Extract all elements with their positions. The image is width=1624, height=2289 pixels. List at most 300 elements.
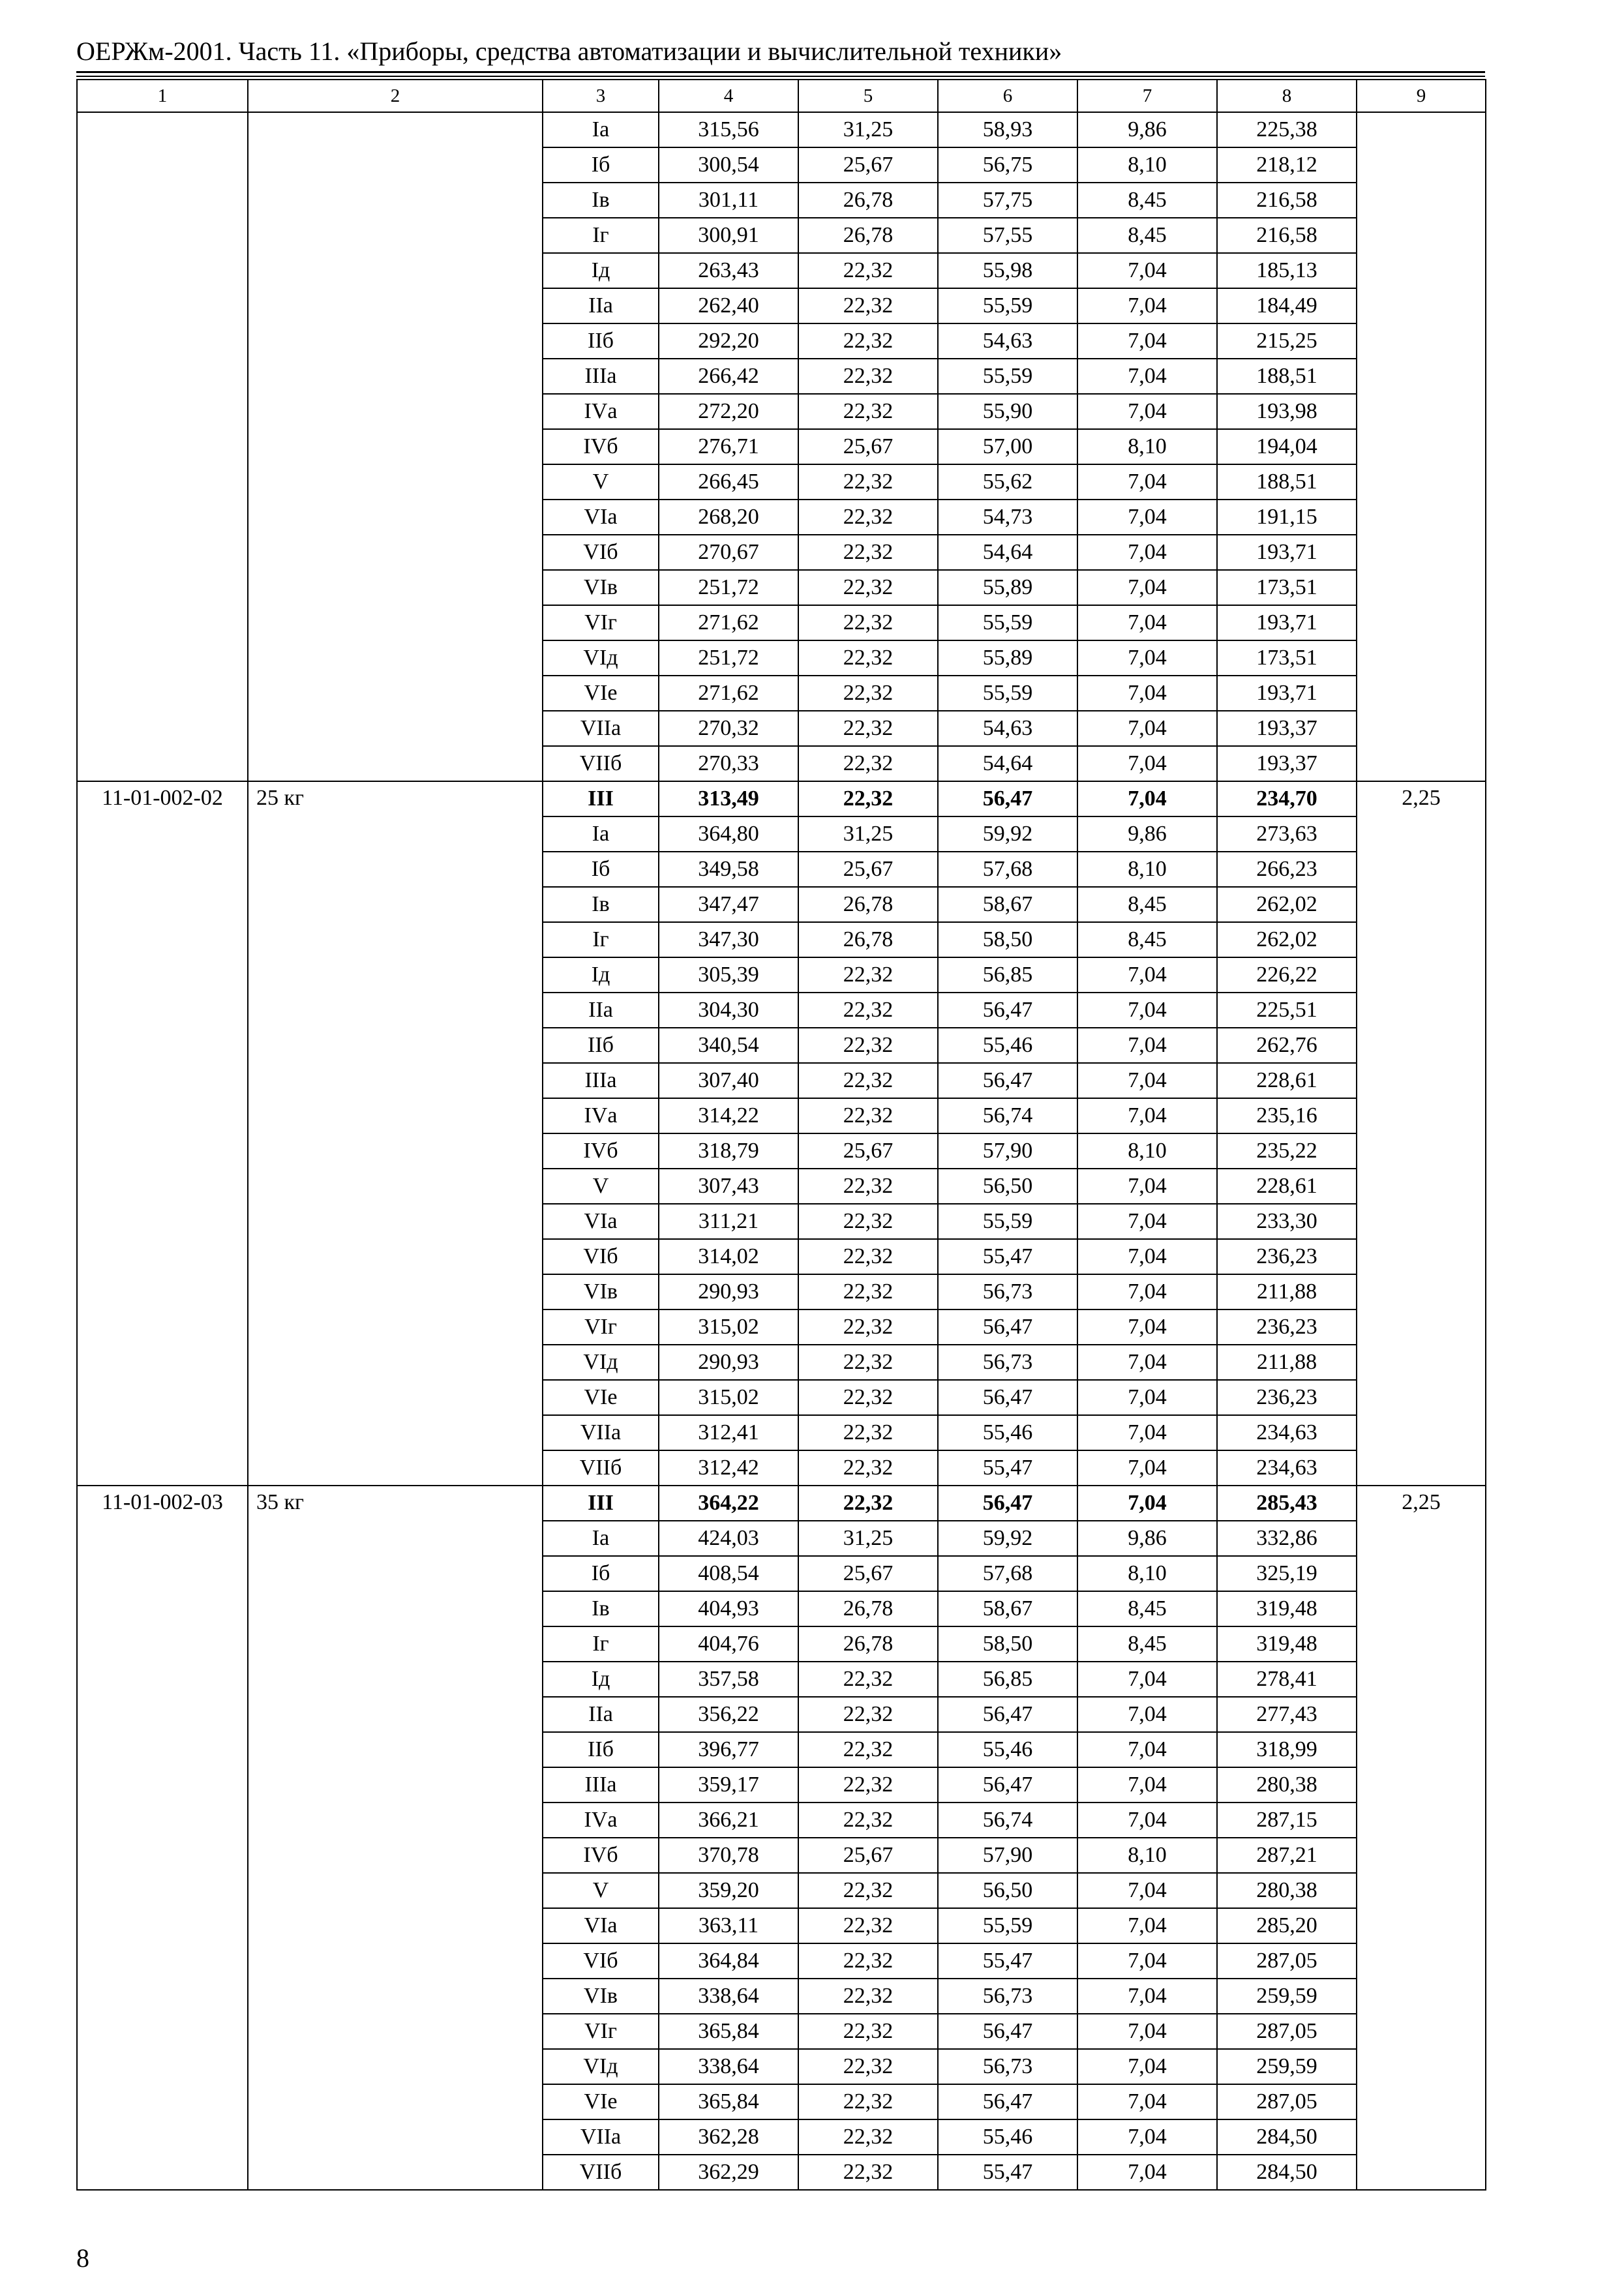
value-cell: 236,23 xyxy=(1217,1309,1357,1345)
value-cell: 228,61 xyxy=(1217,1169,1357,1204)
value-cell: 9,86 xyxy=(1077,1521,1217,1556)
value-cell: 22,32 xyxy=(798,1732,938,1767)
value-cell: 225,38 xyxy=(1217,112,1357,147)
value-cell: 312,41 xyxy=(659,1415,798,1450)
table-row xyxy=(77,781,1486,816)
value-cell: 55,98 xyxy=(938,253,1077,288)
value-cell: 273,63 xyxy=(1217,816,1357,852)
value-cell: 8,45 xyxy=(1077,218,1217,253)
rate-name: 25 кг xyxy=(248,781,543,1486)
value-cell: 211,88 xyxy=(1217,1345,1357,1380)
value-cell: 25,67 xyxy=(798,1133,938,1169)
column-number: 4 xyxy=(659,80,798,112)
value-cell: 22,32 xyxy=(798,1415,938,1450)
value-cell: 22,32 xyxy=(798,605,938,640)
region-cell: VIв xyxy=(543,570,659,605)
value-cell: 58,50 xyxy=(938,922,1077,957)
value-cell: 234,63 xyxy=(1217,1450,1357,1486)
value-cell: 216,58 xyxy=(1217,183,1357,218)
value-cell: 285,20 xyxy=(1217,1908,1357,1943)
value-cell: 22,32 xyxy=(798,1309,938,1345)
region-cell: IIб xyxy=(543,1732,659,1767)
region-cell: IIIа xyxy=(543,359,659,394)
region-cell: VIе xyxy=(543,676,659,711)
value-cell: 56,50 xyxy=(938,1873,1077,1908)
value-cell: 7,04 xyxy=(1077,1450,1217,1486)
value-cell: 31,25 xyxy=(798,816,938,852)
value-cell: 307,40 xyxy=(659,1063,798,1098)
value-cell: 266,45 xyxy=(659,464,798,500)
value-cell: 332,86 xyxy=(1217,1521,1357,1556)
value-cell: 338,64 xyxy=(659,1979,798,2014)
value-cell: 22,32 xyxy=(798,1873,938,1908)
region-cell: IIб xyxy=(543,1028,659,1063)
region-cell: IVа xyxy=(543,1803,659,1838)
value-cell: 7,04 xyxy=(1077,570,1217,605)
value-cell: 56,47 xyxy=(938,781,1077,816)
value-cell: 55,59 xyxy=(938,605,1077,640)
value-cell: 364,84 xyxy=(659,1943,798,1979)
value-cell: 266,23 xyxy=(1217,852,1357,887)
value-cell: 277,43 xyxy=(1217,1697,1357,1732)
value-cell: 22,32 xyxy=(798,1239,938,1274)
value-cell: 193,71 xyxy=(1217,676,1357,711)
value-cell: 408,54 xyxy=(659,1556,798,1591)
rate-code xyxy=(77,112,248,781)
value-cell: 22,32 xyxy=(798,1028,938,1063)
region-cell: Iв xyxy=(543,887,659,922)
value-cell: 22,32 xyxy=(798,1098,938,1133)
value-cell: 8,45 xyxy=(1077,183,1217,218)
value-cell: 22,32 xyxy=(798,1767,938,1803)
value-cell: 22,32 xyxy=(798,1908,938,1943)
value-cell: 173,51 xyxy=(1217,570,1357,605)
page-number: 8 xyxy=(76,2243,89,2273)
value-cell: 7,04 xyxy=(1077,605,1217,640)
value-cell: 31,25 xyxy=(798,1521,938,1556)
table-body xyxy=(77,80,1486,2190)
value-cell: 7,04 xyxy=(1077,957,1217,993)
document-header: ОЕРЖм-2001. Часть 11. «Приборы, средства автоматизации и вычислительной техники» xyxy=(76,37,1062,66)
value-cell: 56,73 xyxy=(938,1274,1077,1309)
value-cell: 56,73 xyxy=(938,2049,1077,2084)
value-cell: 319,48 xyxy=(1217,1626,1357,1662)
region-cell: IIа xyxy=(543,288,659,323)
region-cell: VIе xyxy=(543,1380,659,1415)
value-cell: 319,48 xyxy=(1217,1591,1357,1626)
region-cell: VIг xyxy=(543,605,659,640)
value-cell: 7,04 xyxy=(1077,464,1217,500)
value-cell: 8,45 xyxy=(1077,1626,1217,1662)
value-cell: 315,02 xyxy=(659,1380,798,1415)
value-cell: 56,73 xyxy=(938,1979,1077,2014)
value-cell: 7,04 xyxy=(1077,1239,1217,1274)
value-cell: 9,86 xyxy=(1077,816,1217,852)
coefficient-cell: 2,25 xyxy=(1357,781,1486,1486)
value-cell: 262,40 xyxy=(659,288,798,323)
table-row xyxy=(77,1486,1486,1521)
value-cell: 9,86 xyxy=(1077,112,1217,147)
value-cell: 193,37 xyxy=(1217,711,1357,746)
rate-code: 11-01-002-03 xyxy=(77,1486,248,2190)
value-cell: 22,32 xyxy=(798,1450,938,1486)
value-cell: 7,04 xyxy=(1077,676,1217,711)
value-cell: 54,64 xyxy=(938,535,1077,570)
value-cell: 262,02 xyxy=(1217,887,1357,922)
value-cell: 56,47 xyxy=(938,1767,1077,1803)
value-cell: 26,78 xyxy=(798,887,938,922)
value-cell: 22,32 xyxy=(798,676,938,711)
region-cell: VIв xyxy=(543,1274,659,1309)
value-cell: 188,51 xyxy=(1217,359,1357,394)
value-cell: 22,32 xyxy=(798,640,938,676)
value-cell: 300,91 xyxy=(659,218,798,253)
column-number: 5 xyxy=(798,80,938,112)
value-cell: 287,05 xyxy=(1217,2084,1357,2119)
value-cell: 7,04 xyxy=(1077,288,1217,323)
value-cell: 7,04 xyxy=(1077,993,1217,1028)
value-cell: 56,74 xyxy=(938,1098,1077,1133)
value-cell: 364,80 xyxy=(659,816,798,852)
value-cell: 347,30 xyxy=(659,922,798,957)
region-cell: Iд xyxy=(543,253,659,288)
value-cell: 349,58 xyxy=(659,852,798,887)
region-cell: VIе xyxy=(543,2084,659,2119)
column-number: 7 xyxy=(1077,80,1217,112)
value-cell: 57,68 xyxy=(938,852,1077,887)
value-cell: 22,32 xyxy=(798,1274,938,1309)
region-cell: V xyxy=(543,1873,659,1908)
value-cell: 22,32 xyxy=(798,1345,938,1380)
region-cell: Iг xyxy=(543,922,659,957)
value-cell: 7,04 xyxy=(1077,1873,1217,1908)
value-cell: 7,04 xyxy=(1077,253,1217,288)
value-cell: 235,22 xyxy=(1217,1133,1357,1169)
column-number: 1 xyxy=(77,80,248,112)
value-cell: 22,32 xyxy=(798,1204,938,1239)
value-cell: 22,32 xyxy=(798,711,938,746)
value-cell: 56,47 xyxy=(938,993,1077,1028)
value-cell: 8,10 xyxy=(1077,1838,1217,1873)
region-cell: Iб xyxy=(543,147,659,183)
value-cell: 193,71 xyxy=(1217,605,1357,640)
value-cell: 7,04 xyxy=(1077,359,1217,394)
value-cell: 234,70 xyxy=(1217,781,1357,816)
value-cell: 58,67 xyxy=(938,1591,1077,1626)
region-cell: Iг xyxy=(543,1626,659,1662)
value-cell: 285,43 xyxy=(1217,1486,1357,1521)
value-cell: 211,88 xyxy=(1217,1274,1357,1309)
value-cell: 22,32 xyxy=(798,2155,938,2190)
value-cell: 404,76 xyxy=(659,1626,798,1662)
value-cell: 56,47 xyxy=(938,1380,1077,1415)
value-cell: 7,04 xyxy=(1077,1979,1217,2014)
value-cell: 233,30 xyxy=(1217,1204,1357,1239)
value-cell: 7,04 xyxy=(1077,2049,1217,2084)
region-cell: VIд xyxy=(543,1345,659,1380)
value-cell: 57,90 xyxy=(938,1133,1077,1169)
value-cell: 304,30 xyxy=(659,993,798,1028)
value-cell: 8,10 xyxy=(1077,1556,1217,1591)
value-cell: 57,90 xyxy=(938,1838,1077,1873)
value-cell: 270,33 xyxy=(659,746,798,781)
region-cell: V xyxy=(543,1169,659,1204)
value-cell: 318,79 xyxy=(659,1133,798,1169)
value-cell: 315,02 xyxy=(659,1309,798,1345)
value-cell: 7,04 xyxy=(1077,1943,1217,1979)
value-cell: 59,92 xyxy=(938,816,1077,852)
region-cell: IIа xyxy=(543,1697,659,1732)
region-cell: VIIа xyxy=(543,1415,659,1450)
header-rule-thick xyxy=(76,71,1485,73)
region-cell: Iб xyxy=(543,852,659,887)
rate-code: 11-01-002-02 xyxy=(77,781,248,1486)
region-cell: VIд xyxy=(543,640,659,676)
region-cell: V xyxy=(543,464,659,500)
value-cell: 31,25 xyxy=(798,112,938,147)
value-cell: 194,04 xyxy=(1217,429,1357,464)
region-cell: III xyxy=(543,1486,659,1521)
value-cell: 56,47 xyxy=(938,1309,1077,1345)
value-cell: 22,32 xyxy=(798,1486,938,1521)
value-cell: 292,20 xyxy=(659,323,798,359)
value-cell: 7,04 xyxy=(1077,500,1217,535)
value-cell: 300,54 xyxy=(659,147,798,183)
value-cell: 7,04 xyxy=(1077,1274,1217,1309)
value-cell: 56,50 xyxy=(938,1169,1077,1204)
region-cell: VIIб xyxy=(543,1450,659,1486)
value-cell: 22,32 xyxy=(798,1063,938,1098)
value-cell: 22,32 xyxy=(798,1662,938,1697)
value-cell: 184,49 xyxy=(1217,288,1357,323)
value-cell: 7,04 xyxy=(1077,1309,1217,1345)
value-cell: 7,04 xyxy=(1077,1908,1217,1943)
value-cell: 22,32 xyxy=(798,288,938,323)
value-cell: 362,28 xyxy=(659,2119,798,2155)
value-cell: 7,04 xyxy=(1077,1063,1217,1098)
coefficient-cell: 2,25 xyxy=(1357,1486,1486,2190)
value-cell: 22,32 xyxy=(798,2119,938,2155)
value-cell: 26,78 xyxy=(798,1591,938,1626)
value-cell: 359,20 xyxy=(659,1873,798,1908)
value-cell: 54,64 xyxy=(938,746,1077,781)
value-cell: 56,47 xyxy=(938,1063,1077,1098)
value-cell: 22,32 xyxy=(798,2049,938,2084)
value-cell: 7,04 xyxy=(1077,1486,1217,1521)
value-cell: 262,76 xyxy=(1217,1028,1357,1063)
value-cell: 236,23 xyxy=(1217,1239,1357,1274)
value-cell: 314,22 xyxy=(659,1098,798,1133)
value-cell: 22,32 xyxy=(798,359,938,394)
value-cell: 287,05 xyxy=(1217,2014,1357,2049)
value-cell: 22,32 xyxy=(798,2084,938,2119)
value-cell: 307,43 xyxy=(659,1169,798,1204)
value-cell: 22,32 xyxy=(798,323,938,359)
value-cell: 25,67 xyxy=(798,1556,938,1591)
column-number: 2 xyxy=(248,80,543,112)
value-cell: 287,15 xyxy=(1217,1803,1357,1838)
column-number: 9 xyxy=(1357,80,1486,112)
value-cell: 215,25 xyxy=(1217,323,1357,359)
value-cell: 56,47 xyxy=(938,2084,1077,2119)
value-cell: 280,38 xyxy=(1217,1873,1357,1908)
value-cell: 284,50 xyxy=(1217,2119,1357,2155)
value-cell: 7,04 xyxy=(1077,781,1217,816)
region-cell: VIб xyxy=(543,1943,659,1979)
value-cell: 365,84 xyxy=(659,2014,798,2049)
value-cell: 228,61 xyxy=(1217,1063,1357,1098)
value-cell: 22,32 xyxy=(798,957,938,993)
region-cell: IVа xyxy=(543,394,659,429)
value-cell: 259,59 xyxy=(1217,1979,1357,2014)
region-cell: IVб xyxy=(543,1133,659,1169)
value-cell: 22,32 xyxy=(798,993,938,1028)
value-cell: 362,29 xyxy=(659,2155,798,2190)
value-cell: 22,32 xyxy=(798,253,938,288)
value-cell: 276,71 xyxy=(659,429,798,464)
value-cell: 7,04 xyxy=(1077,1098,1217,1133)
value-cell: 26,78 xyxy=(798,183,938,218)
value-cell: 234,63 xyxy=(1217,1415,1357,1450)
value-cell: 347,47 xyxy=(659,887,798,922)
value-cell: 7,04 xyxy=(1077,1415,1217,1450)
region-cell: Iг xyxy=(543,218,659,253)
region-cell: Iд xyxy=(543,1662,659,1697)
value-cell: 22,32 xyxy=(798,535,938,570)
value-cell: 56,85 xyxy=(938,1662,1077,1697)
value-cell: 22,32 xyxy=(798,2014,938,2049)
region-cell: VIг xyxy=(543,2014,659,2049)
value-cell: 22,32 xyxy=(798,394,938,429)
region-cell: IIб xyxy=(543,323,659,359)
value-cell: 363,11 xyxy=(659,1908,798,1943)
value-cell: 7,04 xyxy=(1077,394,1217,429)
region-cell: VIа xyxy=(543,1908,659,1943)
value-cell: 7,04 xyxy=(1077,535,1217,570)
value-cell: 424,03 xyxy=(659,1521,798,1556)
column-numbers-row xyxy=(77,80,1486,112)
value-cell: 173,51 xyxy=(1217,640,1357,676)
value-cell: 54,63 xyxy=(938,711,1077,746)
value-cell: 55,90 xyxy=(938,394,1077,429)
value-cell: 7,04 xyxy=(1077,1169,1217,1204)
value-cell: 55,46 xyxy=(938,1415,1077,1450)
column-number: 3 xyxy=(543,80,659,112)
value-cell: 225,51 xyxy=(1217,993,1357,1028)
value-cell: 7,04 xyxy=(1077,1803,1217,1838)
value-cell: 8,45 xyxy=(1077,922,1217,957)
value-cell: 193,98 xyxy=(1217,394,1357,429)
value-cell: 22,32 xyxy=(798,1169,938,1204)
value-cell: 22,32 xyxy=(798,500,938,535)
region-cell: IIIа xyxy=(543,1063,659,1098)
value-cell: 55,89 xyxy=(938,570,1077,605)
value-cell: 22,32 xyxy=(798,781,938,816)
value-cell: 284,50 xyxy=(1217,2155,1357,2190)
value-cell: 313,49 xyxy=(659,781,798,816)
value-cell: 8,10 xyxy=(1077,852,1217,887)
value-cell: 55,89 xyxy=(938,640,1077,676)
value-cell: 55,47 xyxy=(938,1450,1077,1486)
value-cell: 312,42 xyxy=(659,1450,798,1486)
value-cell: 356,22 xyxy=(659,1697,798,1732)
column-number: 8 xyxy=(1217,80,1357,112)
value-cell: 271,62 xyxy=(659,676,798,711)
region-cell: VIв xyxy=(543,1979,659,2014)
value-cell: 266,42 xyxy=(659,359,798,394)
value-cell: 59,92 xyxy=(938,1521,1077,1556)
value-cell: 7,04 xyxy=(1077,1697,1217,1732)
region-cell: Iд xyxy=(543,957,659,993)
value-cell: 56,73 xyxy=(938,1345,1077,1380)
value-cell: 55,59 xyxy=(938,359,1077,394)
value-cell: 55,47 xyxy=(938,1943,1077,1979)
value-cell: 357,58 xyxy=(659,1662,798,1697)
value-cell: 216,58 xyxy=(1217,218,1357,253)
region-cell: VIа xyxy=(543,1204,659,1239)
value-cell: 25,67 xyxy=(798,147,938,183)
value-cell: 278,41 xyxy=(1217,1662,1357,1697)
value-cell: 7,04 xyxy=(1077,711,1217,746)
region-cell: VIIа xyxy=(543,2119,659,2155)
value-cell: 7,04 xyxy=(1077,1767,1217,1803)
region-cell: VIIб xyxy=(543,746,659,781)
value-cell: 7,04 xyxy=(1077,323,1217,359)
value-cell: 57,75 xyxy=(938,183,1077,218)
region-cell: Iа xyxy=(543,1521,659,1556)
value-cell: 25,67 xyxy=(798,1838,938,1873)
value-cell: 271,62 xyxy=(659,605,798,640)
value-cell: 8,45 xyxy=(1077,887,1217,922)
value-cell: 325,19 xyxy=(1217,1556,1357,1591)
value-cell: 56,47 xyxy=(938,2014,1077,2049)
value-cell: 365,84 xyxy=(659,2084,798,2119)
value-cell: 7,04 xyxy=(1077,1345,1217,1380)
value-cell: 8,10 xyxy=(1077,429,1217,464)
region-cell: VIIа xyxy=(543,711,659,746)
value-cell: 58,50 xyxy=(938,1626,1077,1662)
value-cell: 55,59 xyxy=(938,288,1077,323)
value-cell: 55,47 xyxy=(938,2155,1077,2190)
rate-name: 35 кг xyxy=(248,1486,543,2190)
value-cell: 7,04 xyxy=(1077,1732,1217,1767)
value-cell: 55,59 xyxy=(938,676,1077,711)
value-cell: 26,78 xyxy=(798,218,938,253)
region-cell: Iв xyxy=(543,1591,659,1626)
value-cell: 404,93 xyxy=(659,1591,798,1626)
value-cell: 56,75 xyxy=(938,147,1077,183)
value-cell: 56,47 xyxy=(938,1486,1077,1521)
region-cell: VIIб xyxy=(543,2155,659,2190)
value-cell: 305,39 xyxy=(659,957,798,993)
value-cell: 55,46 xyxy=(938,2119,1077,2155)
value-cell: 54,73 xyxy=(938,500,1077,535)
region-cell: VIб xyxy=(543,1239,659,1274)
value-cell: 22,32 xyxy=(798,1697,938,1732)
value-cell: 57,55 xyxy=(938,218,1077,253)
region-cell: IVб xyxy=(543,429,659,464)
value-cell: 7,04 xyxy=(1077,1028,1217,1063)
value-cell: 396,77 xyxy=(659,1732,798,1767)
header-rule-thin xyxy=(76,76,1485,77)
value-cell: 218,12 xyxy=(1217,147,1357,183)
value-cell: 7,04 xyxy=(1077,2084,1217,2119)
value-cell: 235,16 xyxy=(1217,1098,1357,1133)
value-cell: 251,72 xyxy=(659,640,798,676)
value-cell: 57,00 xyxy=(938,429,1077,464)
value-cell: 8,45 xyxy=(1077,1591,1217,1626)
value-cell: 193,37 xyxy=(1217,746,1357,781)
